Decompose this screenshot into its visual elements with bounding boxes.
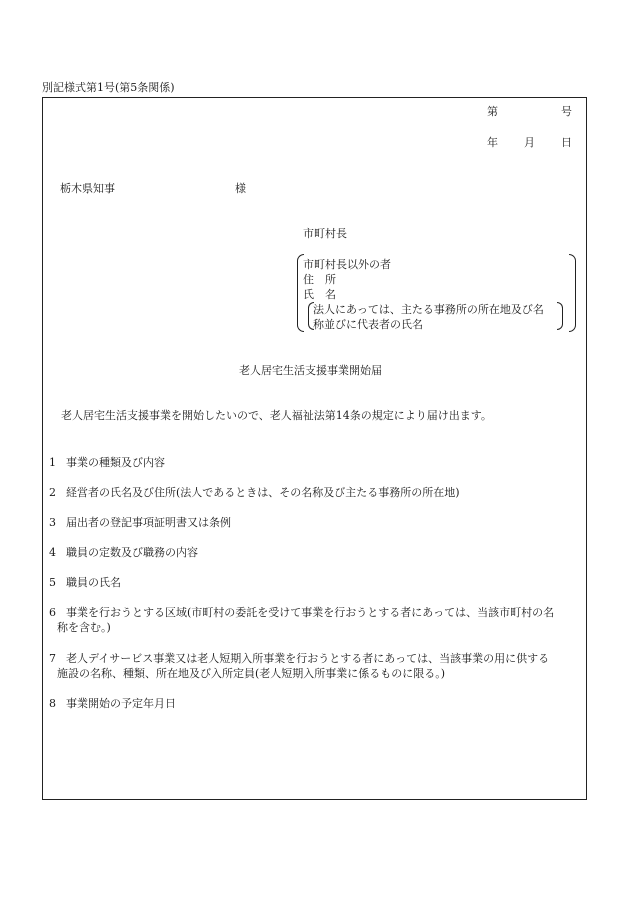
form-number-label: 別記様式第1号(第5条関係) bbox=[42, 81, 175, 94]
name-label: 氏 名 bbox=[303, 288, 336, 301]
body-text: 老人居宅生活支援事業を開始したいので、老人福祉法第14条の規定により届け出ます。 bbox=[61, 409, 492, 422]
item-number: 4 bbox=[49, 546, 56, 559]
corp-note-line2: 称並びに代表者の氏名 bbox=[313, 318, 423, 331]
inner-right-bracket bbox=[557, 302, 563, 330]
form-frame bbox=[42, 97, 587, 800]
item-text: 職員の定数及び職務の内容 bbox=[66, 546, 198, 559]
addressee-name: 栃木県知事 bbox=[60, 182, 115, 195]
applicant-mayor-label: 市町村長 bbox=[303, 227, 347, 240]
corp-note-line1: 法人にあっては、主たる事務所の所在地及び名 bbox=[313, 303, 544, 316]
address-label: 住 所 bbox=[303, 273, 336, 286]
item-number: 8 bbox=[49, 697, 56, 710]
document-number-suffix: 号 bbox=[561, 105, 572, 118]
item-text: 老人デイサービス事業又は老人短期入所事業を行おうとする者にあっては、当該事業の用に供する bbox=[66, 652, 550, 665]
item-text-continuation: 称を含む。) bbox=[57, 621, 111, 634]
item-number: 2 bbox=[49, 486, 56, 499]
item-text: 事業を行おうとする区域(市町村の委託を受けて事業を行おうとする者にあっては、当該市町村の名 bbox=[66, 606, 555, 619]
date-month-label: 月 bbox=[524, 136, 535, 149]
item-number: 6 bbox=[49, 606, 56, 619]
addressee-honorific: 様 bbox=[235, 182, 246, 195]
item-number: 5 bbox=[49, 576, 56, 589]
item-text: 経営者の氏名及び住所(法人であるときは、その名称及び主たる事務所の所在地) bbox=[66, 486, 460, 499]
document-title: 老人居宅生活支援事業開始届 bbox=[239, 364, 382, 377]
outer-right-bracket bbox=[569, 254, 576, 332]
date-day-label: 日 bbox=[561, 136, 572, 149]
item-text: 職員の氏名 bbox=[66, 576, 121, 589]
date-year-label: 年 bbox=[487, 136, 498, 149]
item-number: 3 bbox=[49, 516, 56, 529]
item-number: 1 bbox=[49, 456, 56, 469]
item-text: 届出者の登記事項証明書又は条例 bbox=[66, 516, 231, 529]
item-text-continuation: 施設の名称、種類、所在地及び入所定員(老人短期入所事業に係るものに限る。) bbox=[57, 667, 446, 680]
item-text: 事業開始の予定年月日 bbox=[66, 697, 176, 710]
applicant-other-label: 市町村長以外の者 bbox=[303, 258, 391, 271]
item-text: 事業の種類及び内容 bbox=[66, 456, 165, 469]
document-number-prefix: 第 bbox=[487, 105, 498, 118]
item-number: 7 bbox=[49, 652, 56, 665]
